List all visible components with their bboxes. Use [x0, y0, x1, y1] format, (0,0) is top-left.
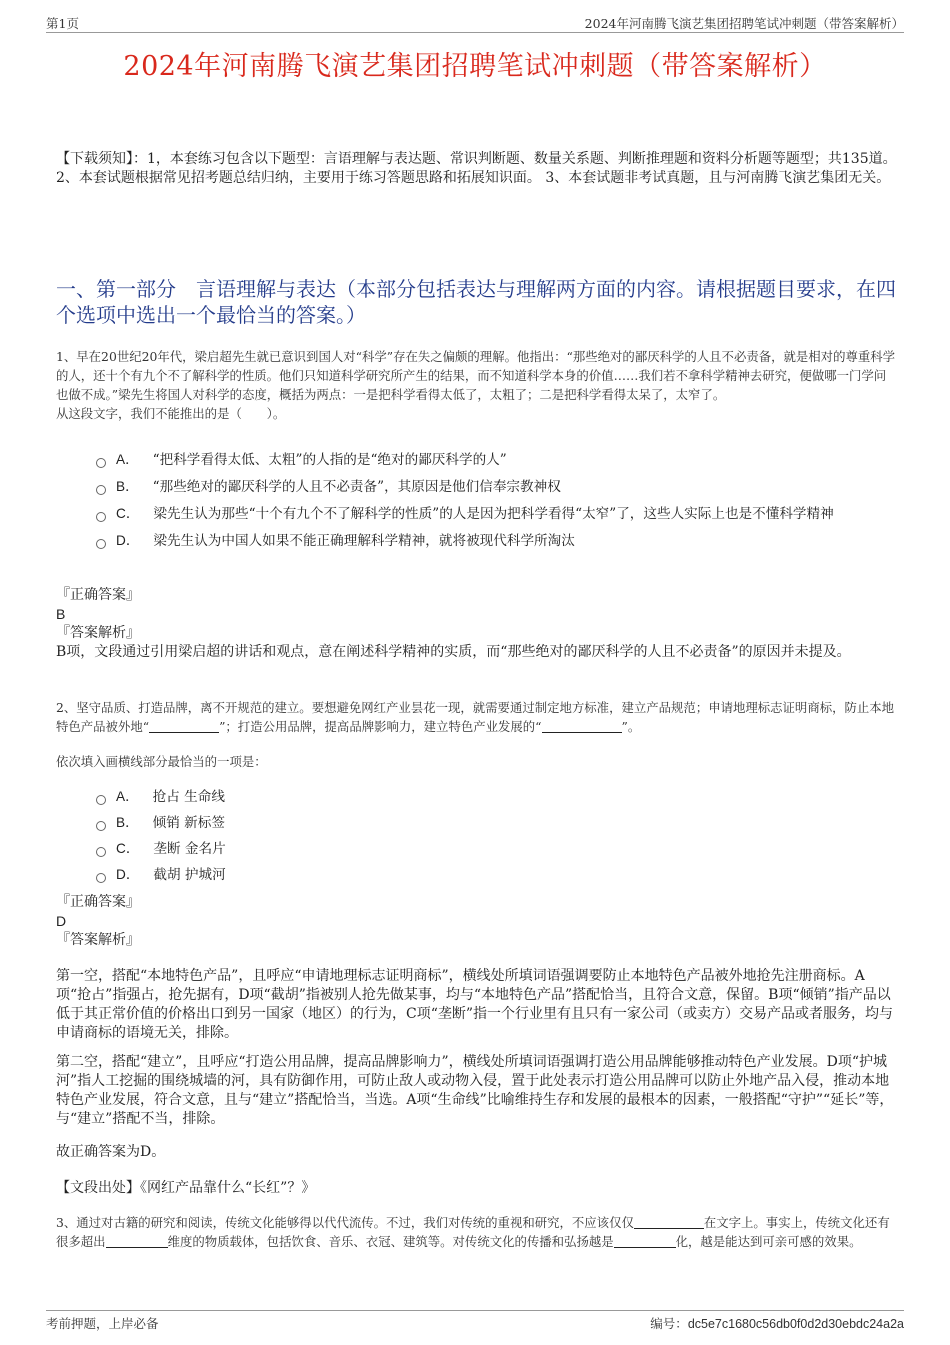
option-b[interactable]: B． “那些绝对的鄙厌科学的人且不必责备”，其原因是他们信奉宗教神权 [96, 477, 896, 497]
option-c[interactable]: C． 垄断 金名片 [96, 839, 896, 859]
answer-block-2 [56, 893, 898, 950]
option-b[interactable]: B． 倾销 新标签 [96, 813, 896, 833]
analysis-text: B项，文段通过引用梁启超的讲话和观点，意在阐述科学精神的实质，而“那些绝对的鄙厌科学的人且不必责备”的原因并未提及。 [56, 644, 851, 660]
page-footer [46, 1310, 904, 1331]
option-d[interactable]: D． 截胡 护城河 [96, 865, 896, 885]
answer-value: D [56, 913, 67, 929]
analysis-label: 『答案解析』 [56, 625, 140, 641]
radio-icon[interactable] [96, 458, 106, 468]
question-1-stem: 1、早在20世纪20年代，梁启超先生就已意识到国人对“科学”存在失之偏颇的理解。他指出：“那些绝对的鄙厌科学的人且不必责备，就是相对的尊重科学的人，还十个有九个不了解科学的性质。他们只知道科学研究所产生的结果，而不知道科学本身的价值……我们若不拿科学精神去研究，便做哪一门学问也做不成。”梁先生将国人对科学的态度，概括为两点：一是把科学看得太低了，太粗了；二是把科学看得太呆了，太窄了。 [56, 349, 896, 402]
page-header [46, 14, 904, 33]
question-1 [56, 347, 898, 423]
footer-slogan: 考前押题，上岸必备 [46, 1316, 159, 1331]
analysis-paragraph-1: 第一空，搭配“本地特色产品”，且呼应“申请地理标志证明商标”，横线处所填词语强调要防止本地特色产品被外地抢先注册商标。A项“抢占”指强占，抢先据有，D项“截胡”指被别人抢先做某事，均与“本地特色产品”搭配恰当，且符合文意，保留。B项“倾销”指产品以低于其正常价值的价格出口到另一国家（地区）的行为，C项“垄断”指一个行业里有且只有一家公司（或卖方）交易产品或者服务，均与申请商标的语境无关，排除。 [56, 968, 894, 1041]
blank-3 [614, 1235, 676, 1248]
radio-icon[interactable] [96, 847, 106, 857]
option-d[interactable]: D． 梁先生认为中国人如果不能正确理解科学精神，就将被现代科学所淘汰 [96, 531, 896, 551]
radio-icon[interactable] [96, 485, 106, 495]
question-1-prompt: 从这段文字，我们不能推出的是（ ）。 [56, 406, 286, 421]
question-2-stem: 2、坚守品质、打造品牌，离不开规范的建立。要想避免网红产业昙花一现，就需要通过制定地方标准，建立产品规范；申请地理标志证明商标，防止本地特色产品被外地“ ”；打造公用品牌，提高品牌影响力，建立特色产业发展的“ ”。 [56, 700, 895, 734]
analysis-label: 『答案解析』 [56, 932, 140, 948]
analysis-paragraph-2: 第二空，搭配“建立”，且呼应“打造公用品牌，提高品牌影响力”，横线处所填词语强调打造公用品牌能够推动特色产业发展。D项“护城河”指人工挖掘的围绕城墙的河，具有防御作用，可防止敌人或动物入侵，置于此处表示打造公用品牌可以防止外地产品入侵，推动本地特色产业发展，符合文意，且与“建立”搭配恰当，当选。A项“生命线”比喻维持生存和发展的最根本的因素，一般搭配“守护”“延长”等，与“建立”搭配不当，排除。 [56, 1054, 894, 1127]
blank-2 [542, 720, 622, 733]
page-title: 2024年河南腾飞演艺集团招聘笔试冲刺题（带答案解析） [123, 51, 827, 82]
option-c[interactable]: C． 梁先生认为那些“十个有九个不了解科学的性质”的人是因为把科学看得“太窄”了，这些人实际上也是不懂科学精神 [96, 504, 896, 524]
question-2 [56, 698, 898, 736]
radio-icon[interactable] [96, 539, 106, 549]
download-notice: 【下载须知】：1，本套练习包含以下题型：言语理解与表达题、常识判断题、数量关系题、判断推理题和资料分析题等题型；共135道。 2、本套试题根据常见招考题总结归纳，主要用于练习答题思路和拓展知识面。 3、本套试题非考试真题，且与河南腾飞演艺集团无关。 [56, 151, 897, 186]
question-2-options [96, 787, 896, 885]
question-1-options [96, 450, 896, 551]
blank-2 [106, 1235, 168, 1248]
page-number: 第1页 [46, 16, 79, 31]
radio-icon[interactable] [96, 512, 106, 522]
source-citation: 【文段出处】《网红产品靠什么“长红”？》 [56, 1180, 316, 1196]
radio-icon[interactable] [96, 795, 106, 805]
question-3: 3、通过对古籍的研究和阅读，传统文化能够得以代代流传。不过，我们对传统的重视和研究，不应该仅仅 在文字上。事实上，传统文化还有很多超出 维度的物质载体，包括饮食、音乐、衣冠、建筑等。对传统文化的传播和弘扬越是 化，越是能达到可亲可感的效果。 [56, 1215, 890, 1249]
answer-label: 『正确答案』 [56, 894, 140, 910]
conclusion: 故正确答案为D。 [56, 1144, 166, 1160]
option-a[interactable]: A． 抢占 生命线 [96, 787, 896, 807]
radio-icon[interactable] [96, 873, 106, 883]
option-a[interactable]: A． “把科学看得太低、太粗”的人指的是“绝对的鄙厌科学的人” [96, 450, 896, 470]
footer-code: 编号：dc5e7c1680c56db0f0d2d30ebdc24a2a [650, 1316, 904, 1331]
header-doc-title: 2024年河南腾飞演艺集团招聘笔试冲刺题（带答案解析） [584, 16, 904, 31]
answer-label: 『正确答案』 [56, 587, 140, 603]
radio-icon[interactable] [96, 821, 106, 831]
answer-value: B [56, 606, 66, 622]
question-2-prompt: 依次填入画横线部分最恰当的一项是： [56, 754, 267, 769]
answer-block-1 [56, 586, 898, 662]
section-heading: 一、第一部分 言语理解与表达（本部分包括表达与理解两方面的内容。请根据题目要求，在四个选项中选出一个最恰当的答案。） [56, 277, 896, 327]
blank-1 [634, 1216, 704, 1229]
blank-1 [149, 720, 219, 733]
